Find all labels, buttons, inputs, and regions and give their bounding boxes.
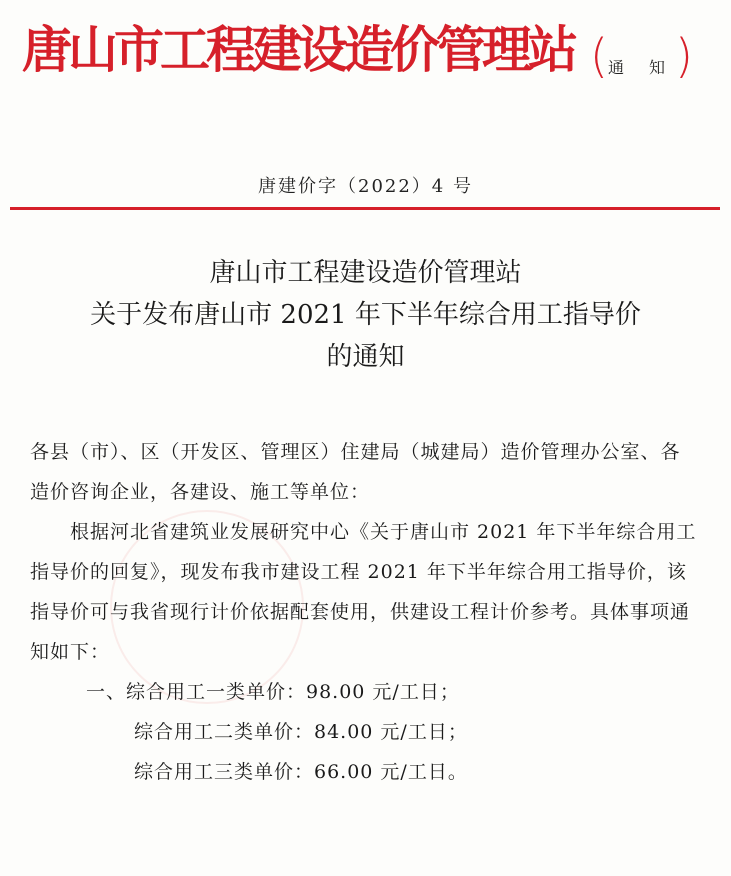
title-line-2: 关于发布唐山市 2021 年下半年综合用工指导价 [90, 300, 641, 330]
document-type-label [590, 28, 693, 84]
document-title [0, 252, 731, 378]
price-item-class-2: 综合用工二类单价：84.00 元/工日； [134, 721, 468, 743]
doc-type-open-paren: ( [590, 29, 608, 83]
document-number: 唐建价字（2022）4 号 [258, 176, 473, 197]
doc-type-close-paren: ) [675, 29, 693, 83]
price-item-class-1: 一、综合用工一类单价：98.00 元/工日； [86, 681, 460, 703]
body-paragraph: 根据河北省建筑业发展研究中心《关于唐山市 2021 年下半年综合用工指导价的回复》，现发布我市建设工程 2021 年下半年综合用工指导价，该指导价可与我省现行计价依据配套使用，供建设工程计价参考。具体事项通知如下： [30, 521, 697, 663]
title-line-1: 唐山市工程建设造价管理站 [209, 258, 522, 288]
doc-type-text: 通 知 [607, 58, 676, 77]
recipients-paragraph: 各县（市）、区（开发区、管理区）住建局（城建局）造价管理办公室、各造价咨询企业，各建设、施工等单位： [30, 441, 681, 503]
red-divider-line [10, 207, 720, 210]
document-body [30, 432, 700, 792]
issuing-organization: 唐山市工程建设造价管理站 [22, 20, 574, 79]
document-header [22, 12, 712, 96]
title-line-3: 的通知 [326, 342, 405, 372]
price-item-class-3: 综合用工三类单价：66.00 元/工日。 [134, 761, 468, 783]
